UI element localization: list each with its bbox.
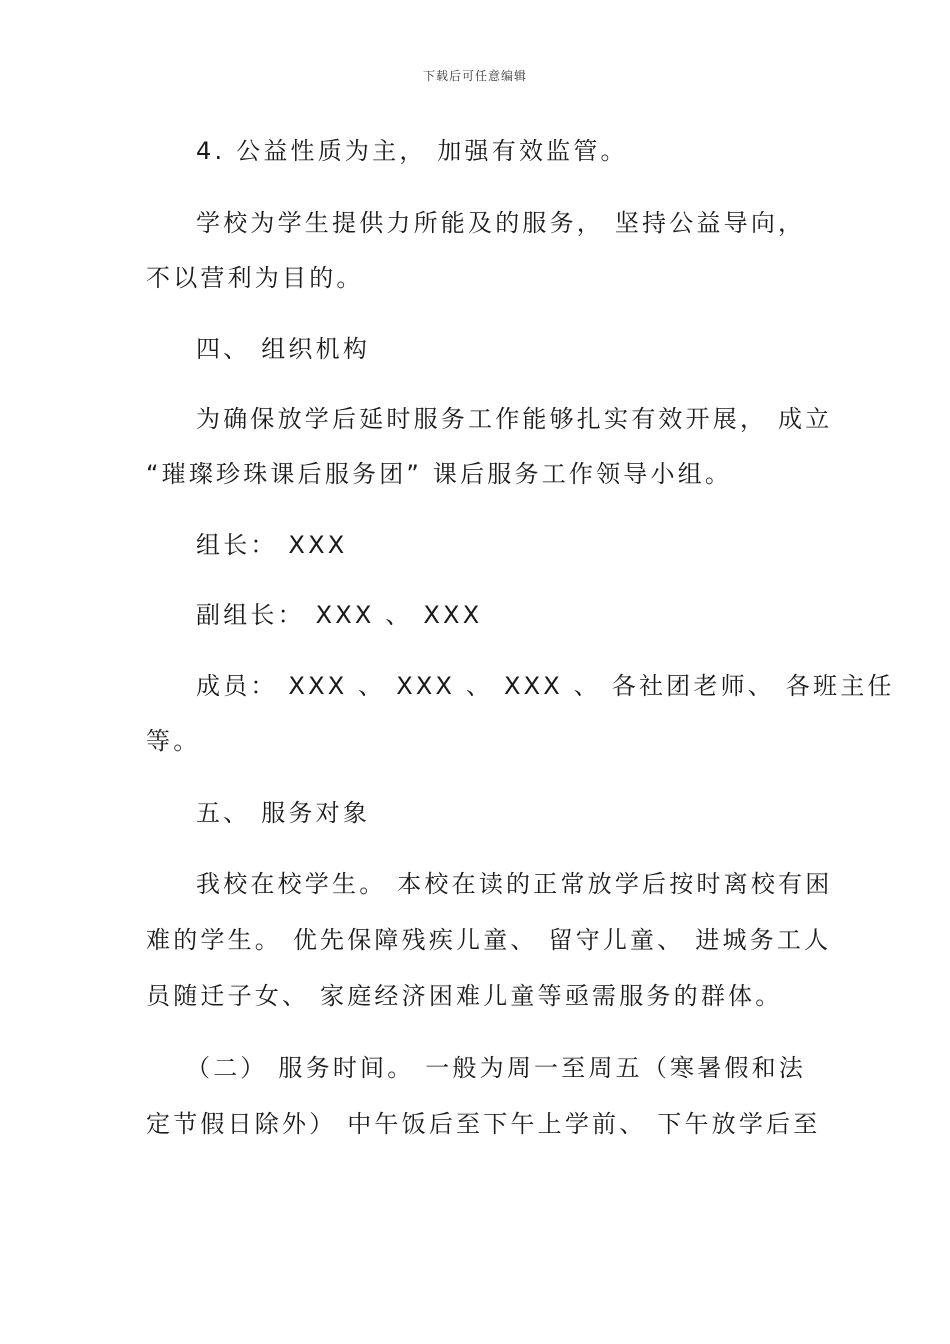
paragraph-line: 员随迁子女、 家庭经济困难儿童等亟需服务的群体。 [146, 982, 783, 1010]
paragraph-line: 我校在校学生。 本校在读的正常放学后按时离校有困 [196, 870, 833, 898]
paragraph-line: 等。 [146, 727, 201, 755]
paragraph-line: （二） 服务时间。 一般为周一至周五（寒暑假和法 [186, 1054, 807, 1082]
section-heading: 四、 组织机构 [196, 335, 371, 363]
paragraph-line: 成员： XXX 、 XXX 、 XXX 、 各社团老师、 各班主任 [196, 672, 895, 700]
paragraph-line: 学校为学生提供力所能及的服务， 坚持公益导向， [196, 209, 806, 237]
section-heading: 五、 服务对象 [196, 799, 371, 827]
header-note: 下载后可任意编辑 [422, 69, 527, 83]
paragraph-line: 为确保放学后延时服务工作能够扎实有效开展， 成立 [196, 405, 833, 433]
paragraph-line: 定节假日除外） 中午饭后至下午上学前、 下午放学后至 [146, 1110, 821, 1138]
paragraph-line: 4. 公益性质为主， 加强有效监管。 [196, 137, 628, 165]
paragraph-line: “璀璨珍珠课后服务团” 课后服务工作领导小组。 [146, 460, 733, 488]
paragraph-line: 不以营利为目的。 [146, 264, 364, 292]
paragraph-line: 难的学生。 优先保障残疾儿童、 留守儿童、 进城务工人 [146, 926, 832, 954]
paragraph-line: 组长： XXX [196, 531, 348, 559]
paragraph-line: 副组长： XXX 、 XXX [196, 601, 483, 629]
